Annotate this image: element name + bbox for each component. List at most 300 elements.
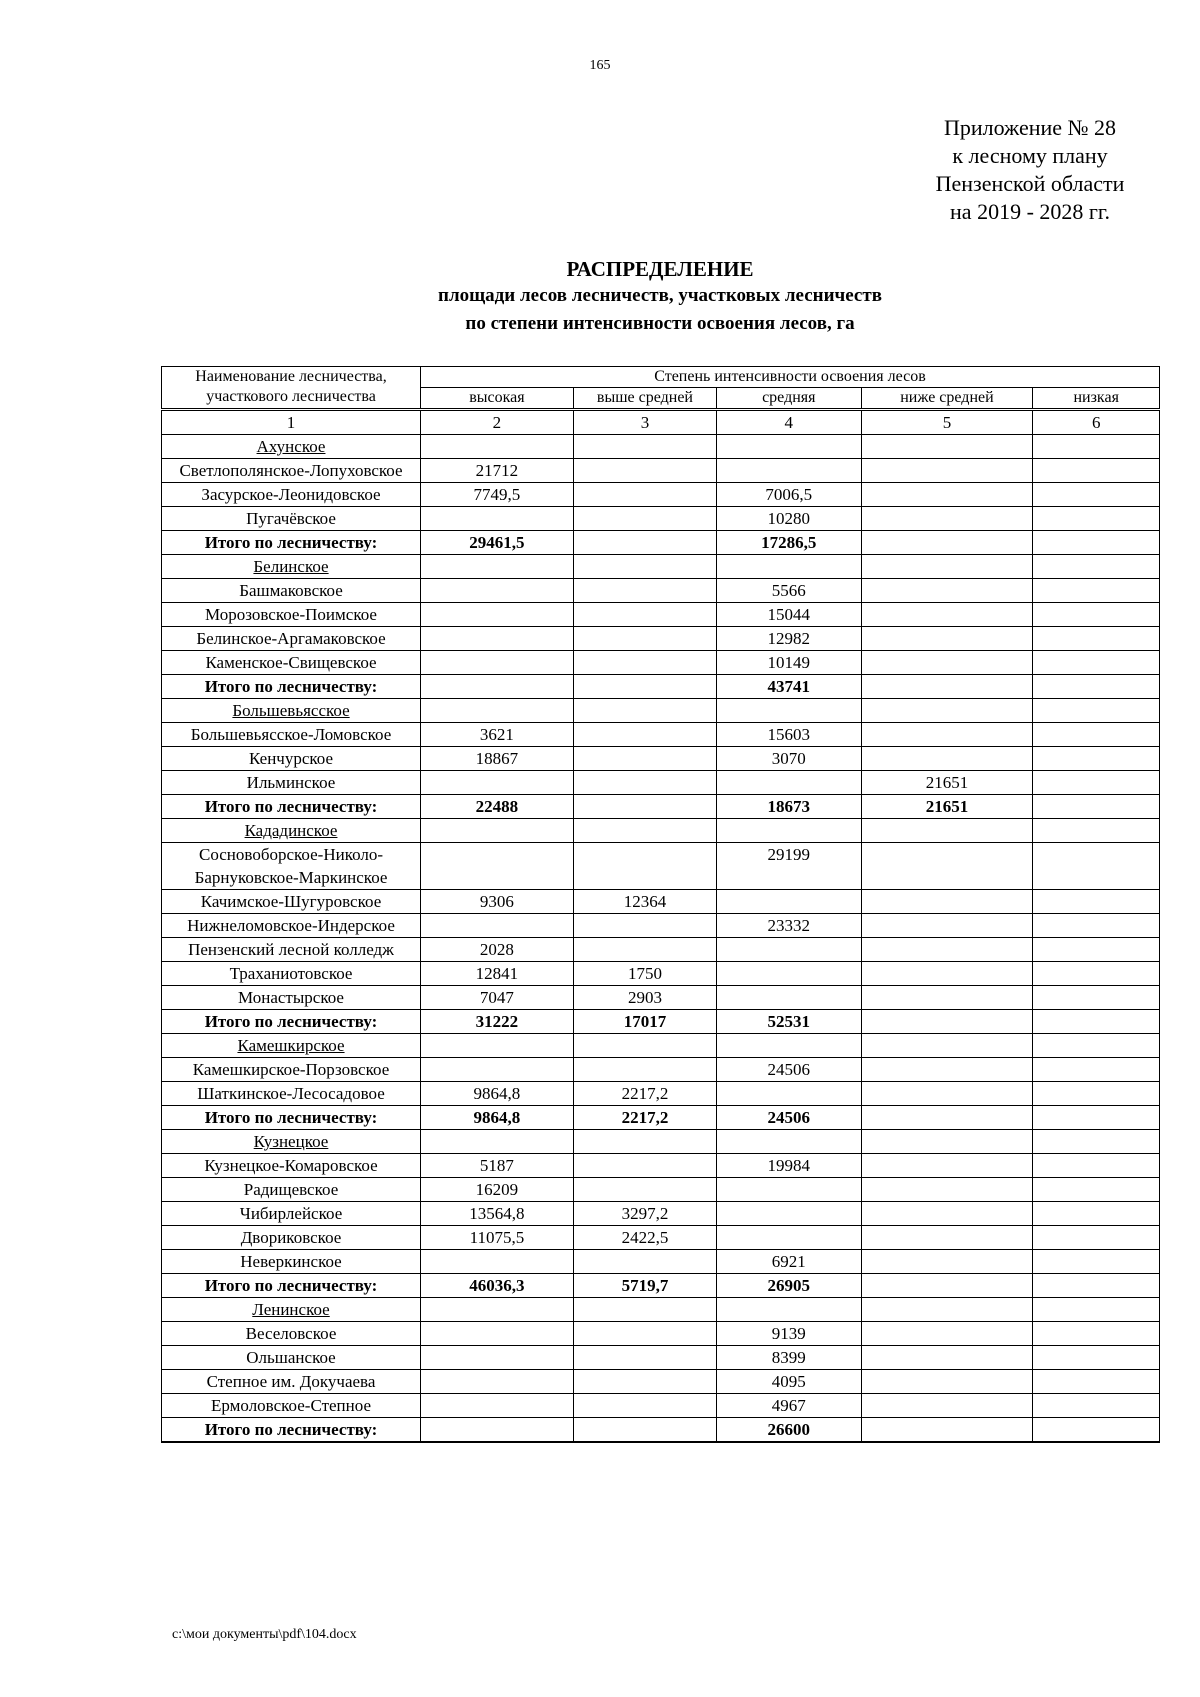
value-cell [573, 1058, 716, 1082]
value-cell [1033, 1298, 1160, 1322]
value-cell [1033, 651, 1160, 675]
value-cell [861, 1346, 1033, 1370]
row-name-cell: Белинское-Аргамаковское [162, 627, 421, 651]
row-name-cell: Ермоловское-Степное [162, 1394, 421, 1418]
value-cell [421, 1298, 574, 1322]
value-cell [573, 1346, 716, 1370]
value-cell [421, 579, 574, 603]
value-cell [573, 603, 716, 627]
value-cell [861, 843, 1033, 890]
value-cell [573, 579, 716, 603]
value-cell [861, 1010, 1033, 1034]
appendix-line-2: к лесному плану [952, 143, 1108, 168]
value-cell: 9139 [717, 1322, 861, 1346]
value-cell [421, 603, 574, 627]
value-cell [1033, 795, 1160, 819]
value-cell [1033, 723, 1160, 747]
row-name-cell: Башмаковское [162, 579, 421, 603]
value-cell [1033, 1034, 1160, 1058]
value-cell [1033, 914, 1160, 938]
row-name-cell: Кенчурское [162, 747, 421, 771]
row-name-cell: Итого по лесничеству: [162, 531, 421, 555]
value-cell: 12364 [573, 890, 716, 914]
value-cell: 12982 [717, 627, 861, 651]
row-name-cell: Сосновоборское-Николо-Барнуковское-Маркинское [162, 843, 421, 890]
title-line-2: площади лесов лесничеств, участковых лесничеств [438, 285, 882, 306]
subtotal-row [162, 795, 1160, 819]
value-cell [861, 1034, 1033, 1058]
forestry-group-row [162, 1034, 1160, 1058]
value-cell [717, 555, 861, 579]
value-cell [717, 1082, 861, 1106]
value-cell [861, 531, 1033, 555]
table-row [162, 1394, 1160, 1418]
value-cell: 5187 [421, 1154, 574, 1178]
row-name-cell: Белинское [162, 555, 421, 579]
value-cell [421, 1130, 574, 1154]
value-cell: 2422,5 [573, 1226, 716, 1250]
value-cell: 23332 [717, 914, 861, 938]
value-cell: 26905 [717, 1274, 861, 1298]
value-cell [1033, 1370, 1160, 1394]
value-cell [861, 627, 1033, 651]
row-name-cell: Кададинское [162, 819, 421, 843]
value-cell [861, 819, 1033, 843]
value-cell [717, 1226, 861, 1250]
value-cell: 24506 [717, 1058, 861, 1082]
value-cell [717, 1034, 861, 1058]
header-col-below-medium: ниже средней [861, 388, 1033, 410]
value-cell: 9306 [421, 890, 574, 914]
value-cell [717, 890, 861, 914]
value-cell [421, 914, 574, 938]
value-cell: 18867 [421, 747, 574, 771]
value-cell [573, 771, 716, 795]
header-col-high: высокая [421, 388, 574, 410]
value-cell [1033, 507, 1160, 531]
value-cell [573, 795, 716, 819]
header-col-medium: средняя [717, 388, 861, 410]
value-cell: 21712 [421, 459, 574, 483]
value-cell: 2903 [573, 986, 716, 1010]
value-cell [1033, 819, 1160, 843]
value-cell: 6921 [717, 1250, 861, 1274]
row-name-cell: Ленинское [162, 1298, 421, 1322]
row-name-cell: Итого по лесничеству: [162, 1010, 421, 1034]
value-cell [573, 435, 716, 459]
value-cell: 5719,7 [573, 1274, 716, 1298]
table-row [162, 986, 1160, 1010]
value-cell [421, 819, 574, 843]
table-row [162, 651, 1160, 675]
value-cell [1033, 1274, 1160, 1298]
value-cell: 21651 [861, 795, 1033, 819]
value-cell [421, 1394, 574, 1418]
value-cell [861, 747, 1033, 771]
table-row [162, 1178, 1160, 1202]
value-cell: 2217,2 [573, 1082, 716, 1106]
value-cell: 2217,2 [573, 1106, 716, 1130]
value-cell [1033, 555, 1160, 579]
title-line-1: РАСПРЕДЕЛЕНИЕ [566, 257, 754, 281]
value-cell [861, 723, 1033, 747]
value-cell: 5566 [717, 579, 861, 603]
value-cell [1033, 1154, 1160, 1178]
value-cell: 9864,8 [421, 1106, 574, 1130]
value-cell [717, 771, 861, 795]
table-row [162, 459, 1160, 483]
value-cell [1033, 1106, 1160, 1130]
header-group-cell: Степень интенсивности освоения лесов [421, 367, 1160, 388]
value-cell [573, 747, 716, 771]
value-cell [421, 675, 574, 699]
forestry-group-row [162, 819, 1160, 843]
value-cell [573, 938, 716, 962]
value-cell [861, 1226, 1033, 1250]
value-cell [1033, 483, 1160, 507]
value-cell [717, 1202, 861, 1226]
value-cell: 29461,5 [421, 531, 574, 555]
value-cell [573, 843, 716, 890]
value-cell: 1750 [573, 962, 716, 986]
value-cell [1033, 459, 1160, 483]
table-row [162, 603, 1160, 627]
value-cell [573, 651, 716, 675]
value-cell [421, 1370, 574, 1394]
row-name-cell: Траханиотовское [162, 962, 421, 986]
value-cell: 10149 [717, 651, 861, 675]
table-row [162, 1250, 1160, 1274]
value-cell [573, 507, 716, 531]
row-name-cell: Большевьясское-Ломовское [162, 723, 421, 747]
subtotal-row [162, 1418, 1160, 1443]
row-name-cell: Кузнецкое-Комаровское [162, 1154, 421, 1178]
row-name-cell: Веселовское [162, 1322, 421, 1346]
value-cell [861, 1058, 1033, 1082]
row-name-cell: Степное им. Докучаева [162, 1370, 421, 1394]
value-cell [421, 555, 574, 579]
value-cell [861, 1082, 1033, 1106]
table-row [162, 1154, 1160, 1178]
value-cell [421, 771, 574, 795]
col-number: 2 [421, 410, 574, 435]
value-cell [717, 962, 861, 986]
table-row [162, 507, 1160, 531]
value-cell [861, 1298, 1033, 1322]
value-cell: 12841 [421, 962, 574, 986]
value-cell [573, 1250, 716, 1274]
table-row [162, 771, 1160, 795]
value-cell: 18673 [717, 795, 861, 819]
value-cell: 29199 [717, 843, 861, 890]
value-cell [573, 1370, 716, 1394]
value-cell [1033, 1322, 1160, 1346]
value-cell [1033, 627, 1160, 651]
value-cell [573, 1298, 716, 1322]
table-row [162, 1370, 1160, 1394]
value-cell: 10280 [717, 507, 861, 531]
value-cell: 7047 [421, 986, 574, 1010]
table-row [162, 914, 1160, 938]
row-name-cell: Кузнецкое [162, 1130, 421, 1154]
value-cell [861, 1154, 1033, 1178]
value-cell [1033, 1394, 1160, 1418]
value-cell: 7749,5 [421, 483, 574, 507]
value-cell: 17286,5 [717, 531, 861, 555]
row-name-cell: Монастырское [162, 986, 421, 1010]
value-cell [1033, 1202, 1160, 1226]
value-cell: 24506 [717, 1106, 861, 1130]
value-cell [1033, 699, 1160, 723]
table-row [162, 1226, 1160, 1250]
row-name-cell: Радищевское [162, 1178, 421, 1202]
subtotal-row [162, 1106, 1160, 1130]
table-row [162, 1202, 1160, 1226]
col-number: 3 [573, 410, 716, 435]
value-cell [421, 651, 574, 675]
value-cell [861, 986, 1033, 1010]
appendix-line-1: Приложение № 28 [943, 115, 1117, 140]
value-cell [1033, 1418, 1160, 1443]
value-cell [861, 675, 1033, 699]
value-cell [861, 938, 1033, 962]
value-cell: 15044 [717, 603, 861, 627]
value-cell: 16209 [421, 1178, 574, 1202]
row-name-cell: Пугачёвское [162, 507, 421, 531]
value-cell [573, 914, 716, 938]
value-cell: 46036,3 [421, 1274, 574, 1298]
value-cell: 43741 [717, 675, 861, 699]
row-name-cell: Качимское-Шугуровское [162, 890, 421, 914]
forestry-group-row [162, 1130, 1160, 1154]
table-row [162, 938, 1160, 962]
forestry-group-row [162, 1298, 1160, 1322]
value-cell: 7006,5 [717, 483, 861, 507]
value-cell: 22488 [421, 795, 574, 819]
table-row [162, 962, 1160, 986]
value-cell [717, 938, 861, 962]
value-cell [573, 1178, 716, 1202]
table-row [162, 1082, 1160, 1106]
document-title [0, 256, 1200, 338]
appendix-note [880, 114, 1180, 226]
value-cell [573, 1130, 716, 1154]
value-cell: 4095 [717, 1370, 861, 1394]
subtotal-row [162, 531, 1160, 555]
value-cell [861, 507, 1033, 531]
value-cell [421, 1250, 574, 1274]
row-name-cell: Светлополянское-Лопуховское [162, 459, 421, 483]
value-cell [717, 1298, 861, 1322]
value-cell [717, 435, 861, 459]
row-name-cell: Итого по лесничеству: [162, 1418, 421, 1443]
value-cell [421, 1322, 574, 1346]
value-cell: 2028 [421, 938, 574, 962]
value-cell [717, 459, 861, 483]
value-cell [861, 890, 1033, 914]
value-cell [861, 1274, 1033, 1298]
value-cell [573, 699, 716, 723]
value-cell [861, 914, 1033, 938]
value-cell: 3621 [421, 723, 574, 747]
col-number: 1 [162, 410, 421, 435]
value-cell: 3297,2 [573, 1202, 716, 1226]
value-cell [861, 1130, 1033, 1154]
value-cell [421, 1418, 574, 1443]
value-cell [861, 483, 1033, 507]
value-cell [421, 1058, 574, 1082]
value-cell [717, 986, 861, 1010]
value-cell [573, 531, 716, 555]
value-cell [861, 1106, 1033, 1130]
forestry-group-row [162, 555, 1160, 579]
value-cell [573, 1394, 716, 1418]
value-cell: 9864,8 [421, 1082, 574, 1106]
value-cell [861, 435, 1033, 459]
value-cell [717, 819, 861, 843]
table-row [162, 1346, 1160, 1370]
value-cell: 17017 [573, 1010, 716, 1034]
col-number: 4 [717, 410, 861, 435]
value-cell [421, 1034, 574, 1058]
table-row [162, 1058, 1160, 1082]
value-cell [573, 459, 716, 483]
value-cell [421, 507, 574, 531]
table-row [162, 627, 1160, 651]
appendix-line-3: Пензенской области [935, 171, 1125, 196]
value-cell [1033, 747, 1160, 771]
col-number: 6 [1033, 410, 1160, 435]
row-name-cell: Камешкирское-Порзовское [162, 1058, 421, 1082]
header-name-cell: Наименование лесничества, участкового лесничества [162, 367, 421, 410]
value-cell [1033, 843, 1160, 890]
title-line-3: по степени интенсивности освоения лесов, га [465, 313, 855, 334]
value-cell: 15603 [717, 723, 861, 747]
forestry-group-row [162, 435, 1160, 459]
value-cell [717, 1178, 861, 1202]
value-cell [573, 1322, 716, 1346]
value-cell [421, 1346, 574, 1370]
value-cell: 4967 [717, 1394, 861, 1418]
row-name-cell: Чибирлейское [162, 1202, 421, 1226]
value-cell [1033, 986, 1160, 1010]
value-cell [861, 555, 1033, 579]
table-header-row [162, 367, 1160, 388]
value-cell [573, 483, 716, 507]
row-name-cell: Ольшанское [162, 1346, 421, 1370]
table-row [162, 483, 1160, 507]
row-name-cell: Камешкирское [162, 1034, 421, 1058]
value-cell: 13564,8 [421, 1202, 574, 1226]
value-cell [1033, 1346, 1160, 1370]
table-row [162, 747, 1160, 771]
value-cell [573, 627, 716, 651]
value-cell [1033, 962, 1160, 986]
value-cell [573, 555, 716, 579]
distribution-table [161, 366, 1160, 1443]
value-cell: 52531 [717, 1010, 861, 1034]
value-cell [861, 1394, 1033, 1418]
value-cell [861, 1370, 1033, 1394]
value-cell [573, 819, 716, 843]
value-cell: 31222 [421, 1010, 574, 1034]
value-cell [1033, 1250, 1160, 1274]
value-cell [1033, 1226, 1160, 1250]
value-cell [573, 675, 716, 699]
value-cell [1033, 1130, 1160, 1154]
header-col-above-medium: выше средней [573, 388, 716, 410]
column-numbers-row [162, 410, 1160, 435]
value-cell [861, 1202, 1033, 1226]
row-name-cell: Двориковское [162, 1226, 421, 1250]
value-cell [1033, 603, 1160, 627]
subtotal-row [162, 675, 1160, 699]
table-row [162, 579, 1160, 603]
value-cell [861, 579, 1033, 603]
row-name-cell: Итого по лесничеству: [162, 675, 421, 699]
value-cell: 8399 [717, 1346, 861, 1370]
file-path-footer: c:\мои документы\pdf\104.docx [172, 1627, 357, 1642]
value-cell [861, 699, 1033, 723]
value-cell [717, 699, 861, 723]
table-body [162, 367, 1160, 1443]
value-cell [421, 435, 574, 459]
value-cell [421, 843, 574, 890]
value-cell [1033, 675, 1160, 699]
value-cell [861, 1418, 1033, 1443]
value-cell [1033, 890, 1160, 914]
value-cell [1033, 1082, 1160, 1106]
header-col-low: низкая [1033, 388, 1160, 410]
forestry-group-row [162, 699, 1160, 723]
value-cell [573, 1418, 716, 1443]
table-row [162, 723, 1160, 747]
table-row [162, 890, 1160, 914]
value-cell [1033, 435, 1160, 459]
value-cell: 19984 [717, 1154, 861, 1178]
value-cell [861, 962, 1033, 986]
row-name-cell: Неверкинское [162, 1250, 421, 1274]
row-name-cell: Каменское-Свищевское [162, 651, 421, 675]
value-cell [861, 459, 1033, 483]
value-cell: 26600 [717, 1418, 861, 1443]
value-cell [573, 723, 716, 747]
value-cell [421, 627, 574, 651]
value-cell [861, 603, 1033, 627]
value-cell: 11075,5 [421, 1226, 574, 1250]
value-cell: 21651 [861, 771, 1033, 795]
row-name-cell: Большевьясское [162, 699, 421, 723]
row-name-cell: Ахунское [162, 435, 421, 459]
subtotal-row [162, 1010, 1160, 1034]
row-name-cell: Ильминское [162, 771, 421, 795]
table-row [162, 843, 1160, 890]
value-cell [861, 1250, 1033, 1274]
row-name-cell: Нижнеломовское-Индерское [162, 914, 421, 938]
value-cell [1033, 1178, 1160, 1202]
table-row [162, 1322, 1160, 1346]
value-cell [717, 1130, 861, 1154]
row-name-cell: Шаткинское-Лесосадовое [162, 1082, 421, 1106]
value-cell [1033, 1010, 1160, 1034]
row-name-cell: Итого по лесничеству: [162, 795, 421, 819]
row-name-cell: Морозовское-Поимское [162, 603, 421, 627]
page-number: 165 [589, 58, 611, 73]
value-cell [421, 699, 574, 723]
value-cell [573, 1154, 716, 1178]
col-number: 5 [861, 410, 1033, 435]
value-cell [1033, 579, 1160, 603]
